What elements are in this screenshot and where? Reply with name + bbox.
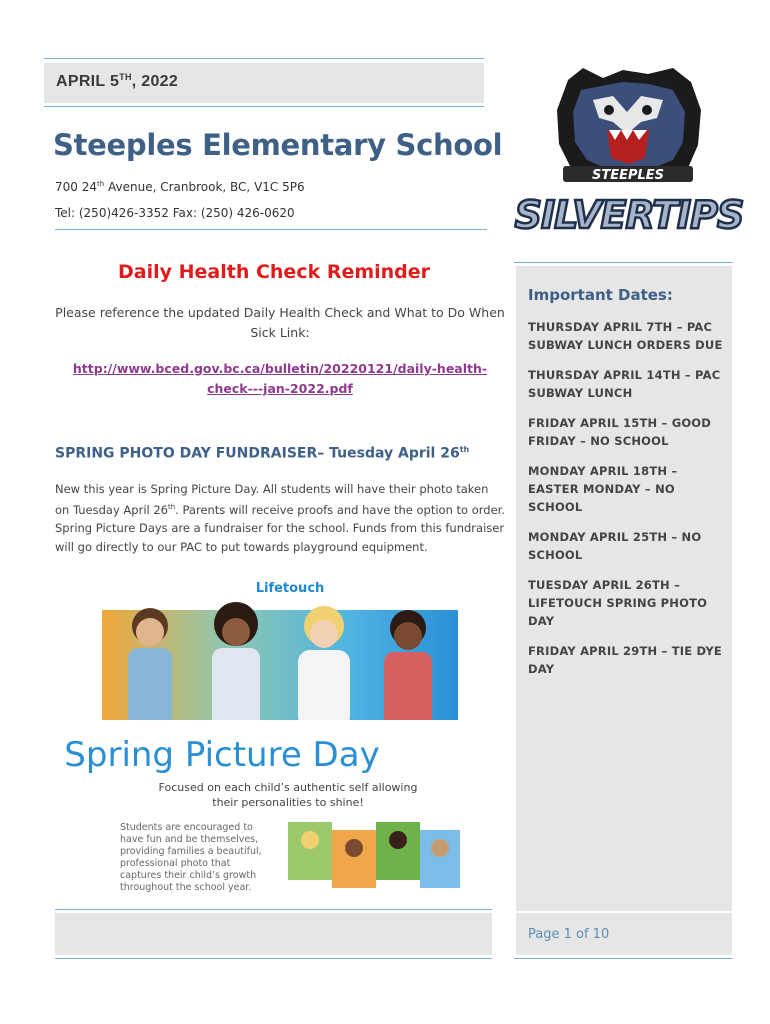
school-phone: Tel: (250)426-3352 Fax: (250) 426-0620 xyxy=(55,206,295,220)
important-dates-list xyxy=(528,318,728,690)
list-item: THURSDAY APRIL 7TH – PAC SUBWAY LUNCH ORDERS DUE xyxy=(528,320,723,352)
list-item: TUESDAY APRIL 26TH – LIFETOUCH SPRING PHOTO DAY xyxy=(528,578,708,628)
flyer-tagline-1: Focused on each child’s authentic self allowing xyxy=(158,781,418,794)
health-check-link[interactable]: http://www.bced.gov.bc.ca/bulletin/20220121/daily-health-check---jan-2022.pdf xyxy=(72,361,488,396)
footer-bottom-rule xyxy=(55,958,492,959)
list-item: THURSDAY APRIL 14TH – PAC SUBWAY LUNCH xyxy=(528,368,721,400)
svg-text:professional photo that: professional photo that xyxy=(120,858,231,869)
bear-icon xyxy=(514,60,744,240)
logo-line2: SILVERTIPS xyxy=(514,193,744,237)
flyer-sample-photos xyxy=(288,822,460,888)
flyer-headline: Spring Picture Day xyxy=(64,735,380,775)
footer-right-box xyxy=(516,913,732,955)
school-name: Steeples Elementary School xyxy=(53,128,503,162)
health-check-text: Please reference the updated Daily Health Check and What to Do When Sick Link: xyxy=(55,305,505,340)
photo-day-title: SPRING PHOTO DAY FUNDRAISER– Tuesday April 26th xyxy=(55,445,470,462)
date-bar-top-rule xyxy=(44,58,484,59)
footer-right-rule xyxy=(514,958,733,959)
photo-day-text: New this year is Spring Picture Day. All students will have their photo taken on Tuesday April 26th. Parents will receive proofs and have the option to order. Spring Picture Days are a fundraiser for the school. Funds from this fundraiser will go directly to our PAC to put towards playground equipment. xyxy=(55,482,506,554)
sidebar-top-rule xyxy=(514,262,733,263)
header-rule xyxy=(55,229,487,230)
newsletter-date: APRIL 5TH, 2022 xyxy=(56,72,179,90)
spring-picture-day-flyer xyxy=(64,578,462,896)
date-bar-bottom-rule xyxy=(44,106,484,107)
flyer-brand: Lifetouch xyxy=(255,581,325,596)
footer-top-rule xyxy=(55,909,492,910)
date-bar xyxy=(44,63,484,103)
svg-text:providing families a beautiful: providing families a beautiful, xyxy=(120,846,262,857)
list-item: MONDAY APRIL 25TH – NO SCHOOL xyxy=(528,530,702,562)
list-item: MONDAY APRIL 18TH – EASTER MONDAY – NO SCHOOL xyxy=(528,464,678,514)
logo-line1: STEEPLES xyxy=(591,168,665,183)
page-number: Page 1 of 10 xyxy=(528,927,610,942)
important-dates-sidebar xyxy=(516,266,732,911)
svg-text:Students are encouraged to: Students are encouraged to xyxy=(120,822,253,833)
health-check-title: Daily Health Check Reminder xyxy=(118,261,431,283)
important-dates-title: Important Dates: xyxy=(528,286,673,304)
svg-text:have fun and be themselves,: have fun and be themselves, xyxy=(120,834,259,845)
list-item: FRIDAY APRIL 29TH – TIE DYE DAY xyxy=(528,644,722,676)
list-item: FRIDAY APRIL 15TH – GOOD FRIDAY – NO SCHOOL xyxy=(528,416,712,448)
flyer-tagline-2: their personalities to shine! xyxy=(212,796,364,809)
svg-text:throughout the school year.: throughout the school year. xyxy=(120,882,252,893)
school-address: 700 24th Avenue, Cranbrook, BC, V1C 5P6 xyxy=(55,180,305,194)
svg-text:captures their child’s growth: captures their child’s growth xyxy=(120,870,257,881)
footer-left-box xyxy=(55,913,492,955)
